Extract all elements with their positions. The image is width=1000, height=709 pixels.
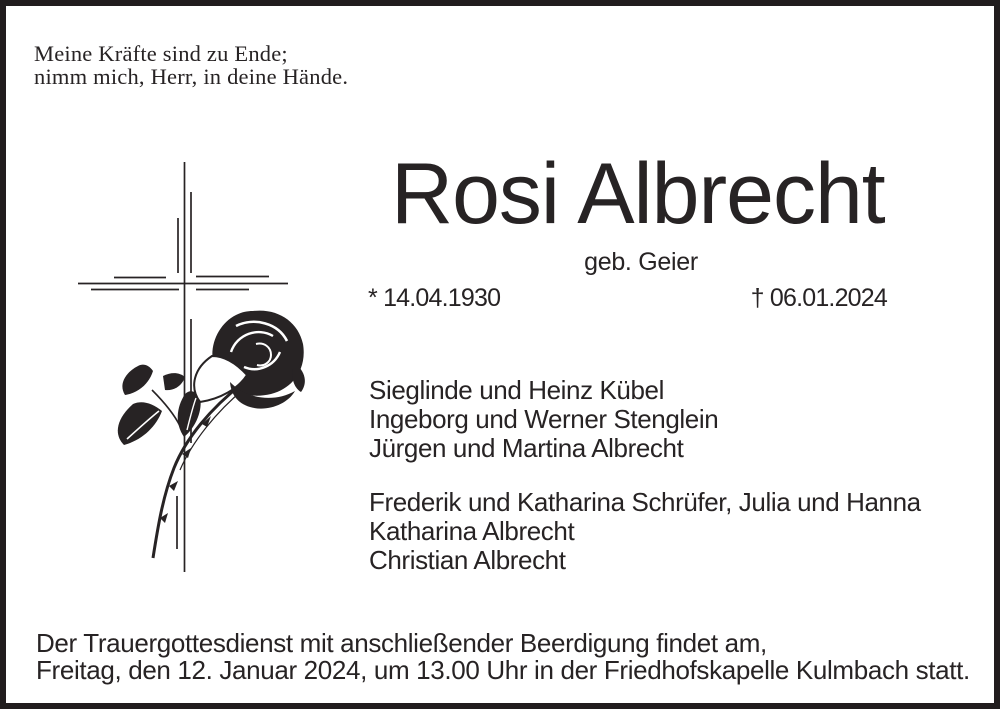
mourners-group-2 [369, 488, 921, 575]
death-date: † 06.01.2024 [750, 284, 887, 312]
mourner-line: Christian Albrecht [369, 545, 566, 575]
cross-and-rose-illustration [66, 146, 316, 576]
funeral-notice-line-1: Der Trauergottesdienst mit anschließender Beerdigung findet am, [36, 628, 767, 658]
rose-icon [118, 311, 305, 558]
mourner-line: Katharina Albrecht [369, 516, 575, 546]
mourner-line: Sieglinde und Heinz Kübel [369, 375, 664, 405]
mourners-group-1 [369, 376, 718, 463]
epigraph-line-1: Meine Kräfte sind zu Ende; [34, 41, 288, 66]
life-dates [368, 286, 887, 311]
mourner-line: Jürgen und Martina Albrecht [369, 433, 684, 463]
birth-date: * 14.04.1930 [368, 284, 501, 312]
mourner-line: Ingeborg und Werner Stenglein [369, 404, 719, 434]
mourner-line: Frederik und Katharina Schrüfer, Julia und Hanna [369, 487, 921, 517]
epigraph [34, 42, 348, 88]
deceased-name: Rosi Albrecht [391, 146, 885, 242]
funeral-notice [36, 630, 970, 683]
funeral-notice-line-2: Freitag, den 12. Januar 2024, um 13.00 Uhr in der Friedhofskapelle Kulmbach statt. [36, 654, 970, 685]
epigraph-line-2: nimm mich, Herr, in deine Hände. [34, 64, 349, 89]
maiden-name: geb. Geier [584, 248, 698, 276]
